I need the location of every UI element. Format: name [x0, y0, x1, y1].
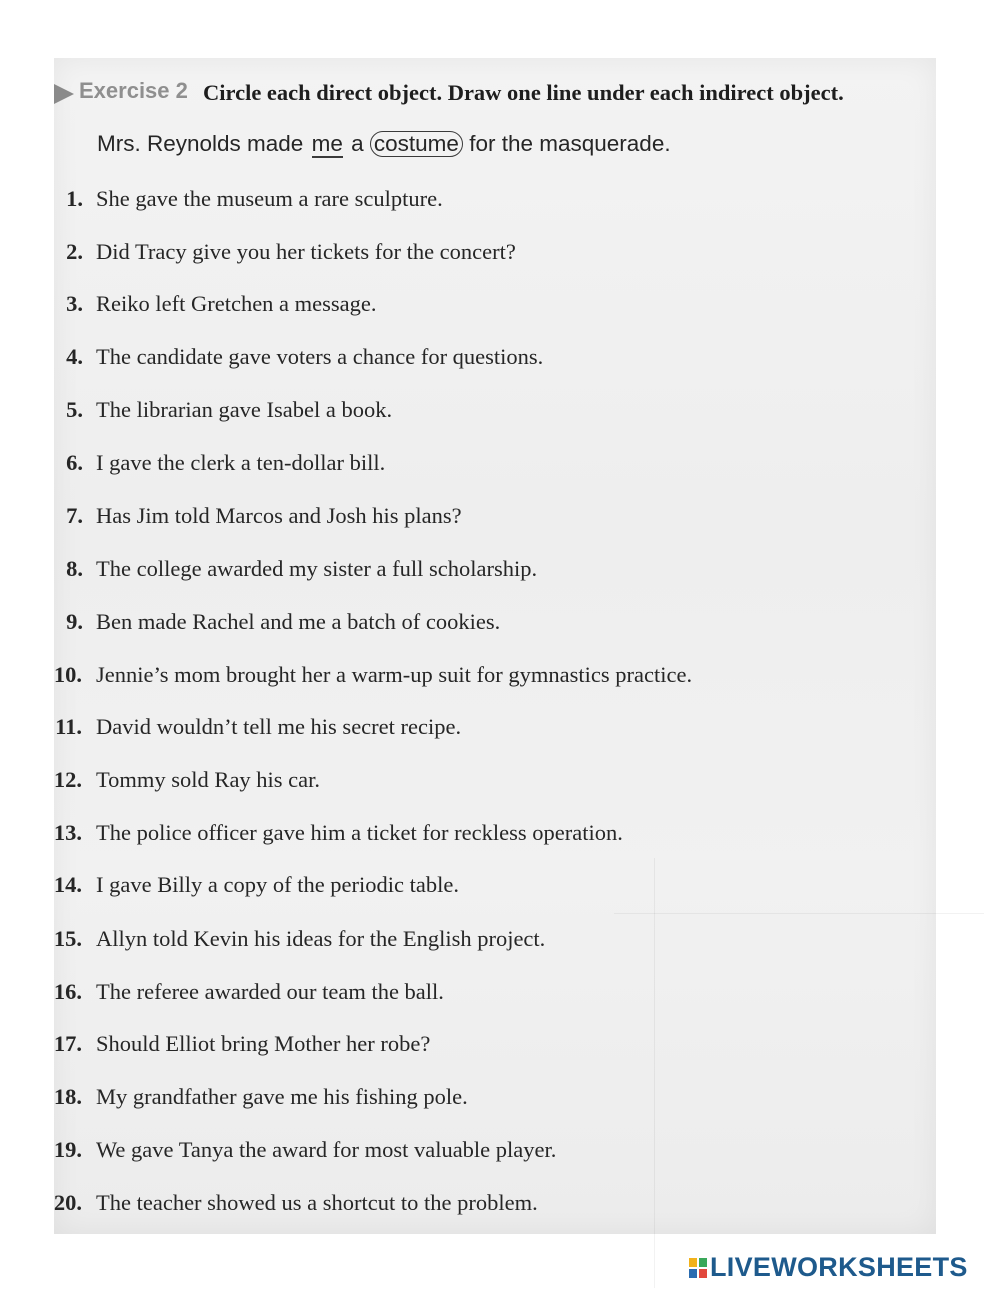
item-sentence[interactable]: Ben made Rachel and me a batch of cookies.: [96, 609, 501, 634]
item-sentence[interactable]: The candidate gave voters a chance for questions.: [96, 344, 544, 369]
sentence-item: [40, 872, 459, 902]
sentence-item: [40, 1190, 538, 1220]
item-sentence[interactable]: I gave the clerk a ten-dollar bill.: [96, 450, 386, 475]
item-number: 16.: [53, 979, 82, 1004]
example-indirect-object: me: [311, 131, 343, 156]
item-number: 17.: [53, 1031, 82, 1056]
item-number: 19.: [53, 1137, 82, 1162]
item-number: 15.: [53, 926, 82, 951]
example-text-after: for the masquerade.: [469, 131, 671, 156]
item-sentence[interactable]: We gave Tanya the award for most valuable player.: [96, 1137, 557, 1162]
item-sentence[interactable]: Jennie’s mom brought her a warm-up suit for gymnastics practice.: [96, 662, 693, 687]
item-number: 5.: [66, 397, 83, 422]
item-number: 2.: [66, 239, 83, 264]
item-sentence[interactable]: Tommy sold Ray his car.: [96, 767, 321, 792]
example-article: a: [351, 131, 364, 156]
sentence-item: [40, 662, 692, 692]
item-sentence[interactable]: My grandfather gave me his fishing pole.: [96, 1084, 468, 1109]
sentence-item: [40, 397, 392, 427]
exercise-header: [54, 78, 934, 112]
sentence-item: [40, 1031, 430, 1061]
sentence-item: [40, 556, 537, 586]
exercise-instruction: Circle each direct object. Draw one line under each indirect object.: [203, 80, 844, 105]
item-sentence[interactable]: Allyn told Kevin his ideas for the English project.: [96, 926, 546, 951]
sentence-item: [40, 239, 516, 269]
sentence-item: [40, 1084, 468, 1114]
item-number: 13.: [53, 820, 82, 845]
logo-grid-icon: [689, 1258, 707, 1278]
example-direct-object: costume: [370, 131, 463, 157]
item-number: 12.: [53, 767, 82, 792]
item-number: 3.: [66, 291, 83, 316]
example-sentence: [97, 131, 671, 165]
sentence-item: [40, 767, 320, 797]
item-number: 4.: [66, 344, 83, 369]
sentence-item: [40, 344, 543, 374]
sentence-item: [40, 450, 385, 480]
sentence-item: [40, 1137, 556, 1167]
example-text-before: Mrs. Reynolds made: [97, 131, 304, 156]
sentence-item: [40, 979, 444, 1009]
item-number: 10.: [53, 662, 82, 687]
sentence-item: [40, 926, 545, 956]
item-number: 1.: [66, 186, 83, 211]
item-number: 7.: [66, 503, 83, 528]
item-sentence[interactable]: Did Tracy give you her tickets for the concert?: [96, 239, 516, 264]
item-sentence[interactable]: Reiko left Gretchen a message.: [96, 291, 377, 316]
item-sentence[interactable]: Has Jim told Marcos and Josh his plans?: [96, 503, 462, 528]
logo-text: LIVEWORKSHEETS: [710, 1252, 968, 1282]
item-number: 18.: [53, 1084, 82, 1109]
item-number: 20.: [53, 1190, 82, 1215]
sentence-item: [40, 291, 377, 321]
item-sentence[interactable]: The teacher showed us a shortcut to the problem.: [96, 1190, 538, 1215]
sentence-item: [40, 714, 461, 744]
item-sentence[interactable]: The college awarded my sister a full scholarship.: [96, 556, 538, 581]
item-number: 9.: [66, 609, 83, 634]
item-number: 14.: [53, 872, 82, 897]
sentence-item: [40, 186, 443, 216]
sentence-item: [40, 820, 623, 850]
play-arrow-icon: [54, 84, 74, 104]
logo-square: [689, 1258, 697, 1267]
item-sentence[interactable]: She gave the museum a rare sculpture.: [96, 186, 443, 211]
item-sentence[interactable]: The referee awarded our team the ball.: [96, 979, 444, 1004]
logo-square: [689, 1269, 697, 1278]
item-sentence[interactable]: The police officer gave him a ticket for reckless operation.: [96, 820, 623, 845]
sentence-item: [40, 503, 462, 533]
paper-crease: [654, 858, 655, 1288]
item-sentence[interactable]: The librarian gave Isabel a book.: [96, 397, 393, 422]
item-sentence[interactable]: David wouldn’t tell me his secret recipe.: [96, 714, 462, 739]
sentence-item: [40, 609, 500, 639]
exercise-label: Exercise 2: [79, 78, 188, 103]
paper-crease: [614, 913, 984, 914]
item-number: 8.: [66, 556, 83, 581]
logo-square: [699, 1269, 707, 1278]
item-sentence[interactable]: Should Elliot bring Mother her robe?: [96, 1031, 431, 1056]
item-number: 6.: [66, 450, 83, 475]
item-number: 11.: [55, 714, 82, 739]
logo-square: [699, 1258, 707, 1267]
item-sentence[interactable]: I gave Billy a copy of the periodic table.: [96, 872, 459, 897]
